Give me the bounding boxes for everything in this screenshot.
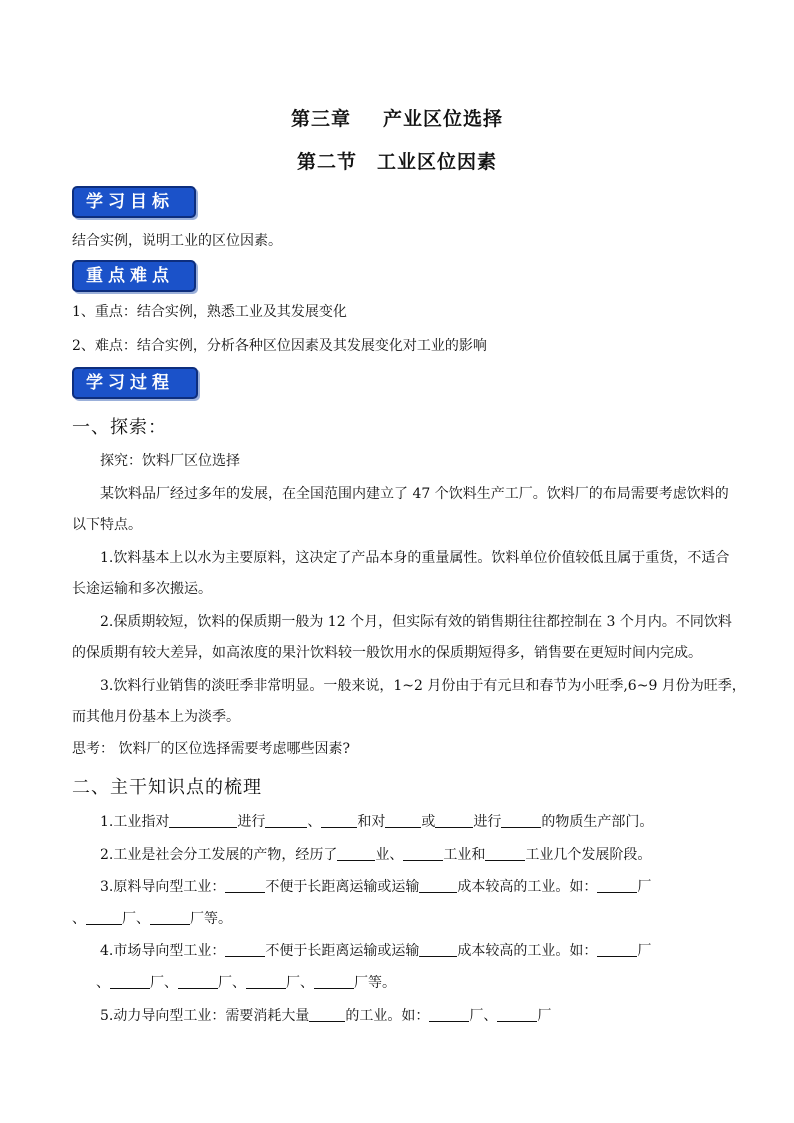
fill-blank[interactable] bbox=[246, 974, 286, 989]
fill-blank[interactable] bbox=[419, 878, 457, 893]
paragraph-3a: 2.保质期较短，饮料的保质期一般为 12 个月，但实际有效的销售期往往都控制在 3 个月内。不同饮料 bbox=[100, 614, 732, 630]
fill-blank[interactable] bbox=[86, 910, 122, 925]
explore-heading: 一、探索： bbox=[72, 417, 167, 438]
fill-blank[interactable] bbox=[501, 813, 541, 828]
question-5: 5.动力导向型工业：需要消耗大量 的工业。如： 厂、 厂 bbox=[100, 1008, 552, 1024]
question-4b: 、 厂、 厂、 厂、 厂等。 bbox=[96, 975, 396, 991]
learning-goal-badge: 学习目标 bbox=[72, 186, 196, 218]
fill-blank[interactable] bbox=[265, 813, 307, 828]
question-3b: 、 厂、 厂等。 bbox=[72, 911, 232, 927]
fill-blank[interactable] bbox=[314, 974, 354, 989]
question-4a: 4.市场导向型工业： 不便于长距离运输或运输 成本较高的工业。如： 厂 bbox=[100, 943, 652, 959]
paragraph-2a: 1.饮料基本上以水为主要原料，这决定了产品本身的重量属性。饮料单位价值较低且属于重货，不适合 bbox=[100, 550, 730, 566]
paragraph-2b: 长途运输和多次搬运。 bbox=[72, 581, 212, 597]
fill-blank[interactable] bbox=[385, 813, 421, 828]
fill-blank[interactable] bbox=[597, 942, 637, 957]
paragraph-4a: 3.饮料行业销售的淡旺季非常明显。一般来说，1~2 月份由于有元旦和春节为小旺季,6~9 月份为旺季， bbox=[100, 678, 746, 694]
key-point-2: 2、难点：结合实例，分析各种区位因素及其发展变化对工业的影响 bbox=[72, 338, 487, 354]
fill-blank[interactable] bbox=[150, 910, 190, 925]
fill-blank[interactable] bbox=[337, 846, 375, 861]
fill-blank[interactable] bbox=[110, 974, 150, 989]
fill-blank[interactable] bbox=[178, 974, 218, 989]
chapter-title: 第三章 产业区位选择 bbox=[290, 108, 504, 130]
fill-blank[interactable] bbox=[403, 846, 443, 861]
question-2: 2.工业是社会分工发展的产物，经历了 业、 工业和 工业几个发展阶段。 bbox=[100, 847, 652, 863]
fill-blank[interactable] bbox=[321, 813, 357, 828]
fill-blank[interactable] bbox=[435, 813, 473, 828]
paragraph-1b: 以下特点。 bbox=[72, 517, 142, 533]
fill-blank[interactable] bbox=[309, 1007, 345, 1022]
question-1: 1.工业指对 进行 、 和对 或 进行 的物质生产部门。 bbox=[100, 814, 654, 830]
paragraph-4b: 而其他月份基本上为淡季。 bbox=[72, 709, 240, 725]
goal-text: 结合实例，说明工业的区位因素。 bbox=[72, 233, 282, 249]
fill-blank[interactable] bbox=[225, 942, 265, 957]
fill-blank[interactable] bbox=[485, 846, 525, 861]
paragraph-1a: 某饮料品厂经过多年的发展，在全国范围内建立了 47 个饮料生产工厂。饮料厂的布局需要考虑饮料的 bbox=[100, 486, 729, 502]
knowledge-heading: 二、主干知识点的梳理 bbox=[72, 777, 262, 798]
learning-process-badge: 学习过程 bbox=[72, 367, 198, 399]
fill-blank[interactable] bbox=[597, 878, 637, 893]
fill-blank[interactable] bbox=[497, 1007, 537, 1022]
question-3a: 3.原料导向型工业： 不便于长距离运输或运输 成本较高的工业。如： 厂 bbox=[100, 879, 652, 895]
think-question: 思考： 饮料厂的区位选择需要考虑哪些因素? bbox=[72, 741, 350, 757]
fill-blank[interactable] bbox=[225, 878, 265, 893]
key-point-1: 1、重点：结合实例，熟悉工业及其发展变化 bbox=[72, 304, 347, 320]
fill-blank[interactable] bbox=[169, 813, 237, 828]
section-title: 第二节 工业区位因素 bbox=[296, 151, 498, 173]
key-points-badge: 重点难点 bbox=[72, 260, 196, 292]
paragraph-3b: 的保质期有较大差异，如高浓度的果汁饮料较一般饮用水的保质期短得多，销售要在更短时间内完成。 bbox=[72, 645, 702, 661]
fill-blank[interactable] bbox=[429, 1007, 469, 1022]
inquiry-title: 探究：饮料厂区位选择 bbox=[100, 453, 240, 469]
fill-blank[interactable] bbox=[419, 942, 457, 957]
